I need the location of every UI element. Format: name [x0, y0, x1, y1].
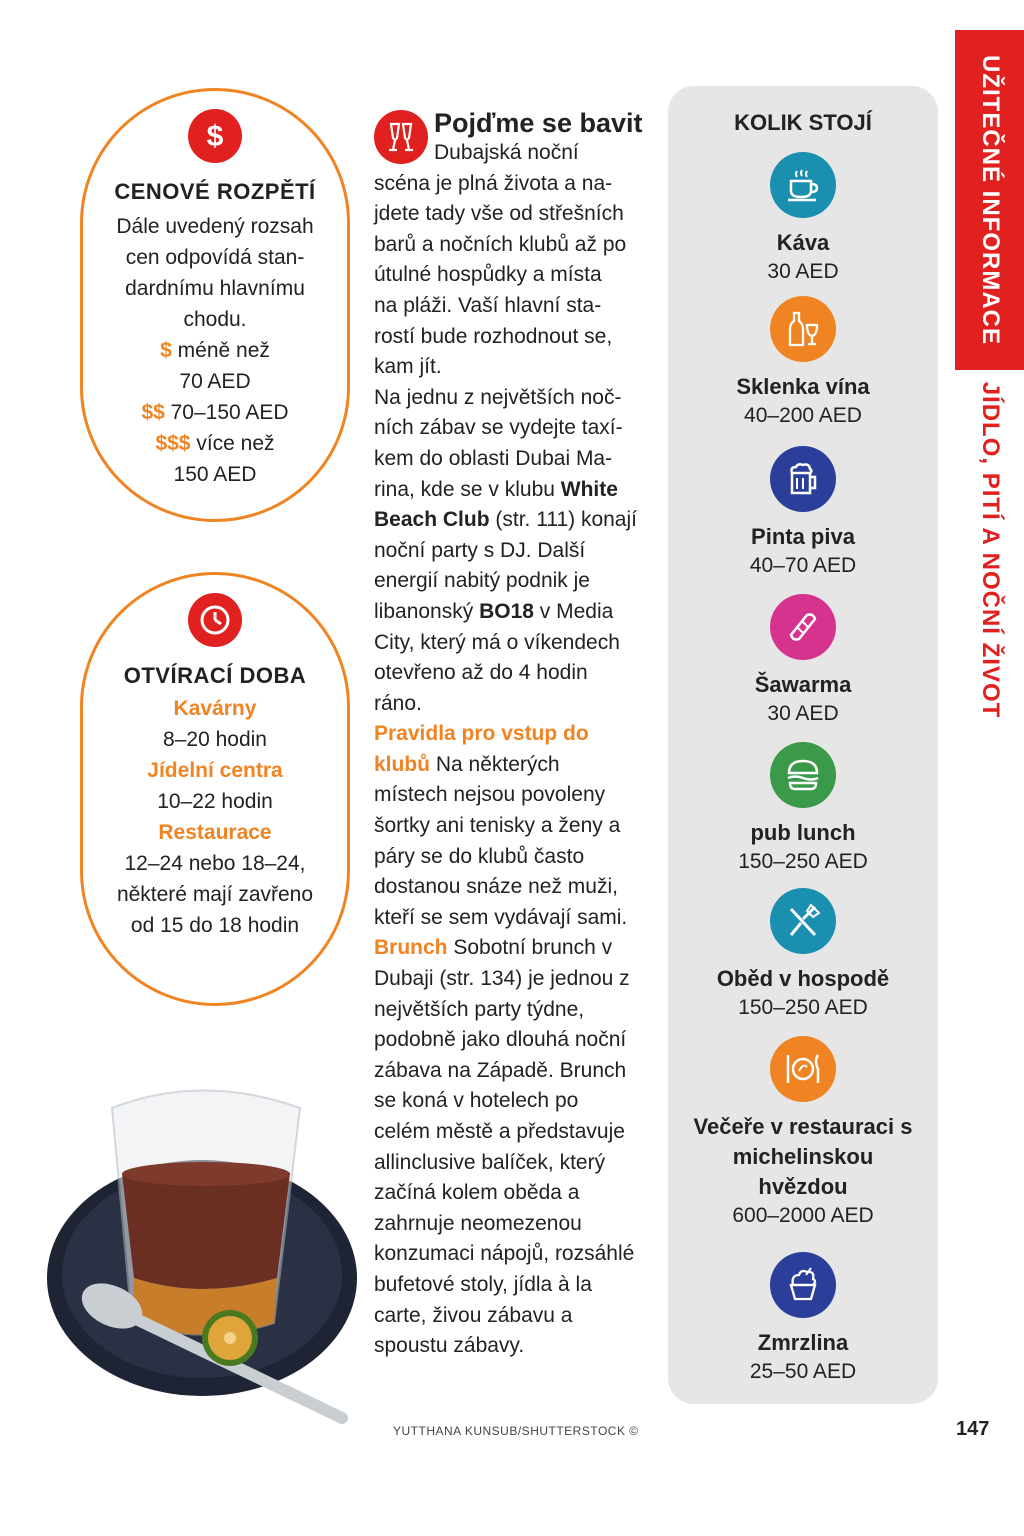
article-line: rina, kde se v klubu — [374, 477, 561, 501]
fork-knife-icon — [770, 888, 836, 954]
ice-cream-icon — [770, 1252, 836, 1318]
wrap-icon — [770, 594, 836, 660]
coffee-glass-photo — [42, 1078, 362, 1428]
cost-item — [668, 888, 938, 1022]
article-body — [374, 108, 644, 1362]
price-intro-line: chodu. — [183, 308, 247, 331]
svg-text:$: $ — [206, 120, 224, 153]
price-tier-text: 150 AED — [173, 463, 257, 486]
section-tab — [955, 30, 1024, 370]
price-intro-line: dardnímu hlavnímu — [125, 277, 305, 300]
hours-value: od 15 do 18 hodin — [130, 914, 300, 937]
cost-item — [668, 152, 938, 286]
article-line: libanonský — [374, 599, 480, 623]
paragraph-heading: Brunch — [374, 936, 448, 960]
cost-item — [668, 446, 938, 580]
dollar-icon — [188, 109, 242, 163]
photo-credit: YUTTHANA KUNSUB/SHUTTERSTOCK © — [393, 1424, 639, 1438]
article-line: barů a nočních klubů až po — [374, 232, 627, 256]
price-intro-line: cen odpovídá stan- — [125, 246, 305, 269]
chapter-tab-label: JÍDLO, PITÍ A NOČNÍ ŽIVOT — [976, 381, 1004, 719]
cost-item-name: Pinta piva — [751, 524, 855, 549]
cost-item-price: 40–200 AED — [744, 404, 862, 427]
article-line: Dubajská noční — [434, 141, 579, 164]
cost-item — [668, 1252, 938, 1386]
cost-item-price: 25–50 AED — [749, 1360, 857, 1383]
cost-item-price: 600–2000 AED — [732, 1204, 874, 1227]
article-line: na pláži. Vaší hlavní sta- — [374, 293, 602, 317]
price-intro-line: Dále uvedený rozsah — [116, 215, 314, 238]
price-tier-text: 70–150 AED — [164, 401, 289, 424]
cost-item-price: 30 AED — [767, 702, 839, 725]
article-line: Na jednu z největších noč- — [374, 385, 622, 409]
article-line: jdete tady vše od střešních — [374, 202, 624, 226]
chapter-tab — [955, 380, 1024, 720]
plate-icon — [770, 1036, 836, 1102]
clock-icon — [188, 593, 242, 647]
paragraph-text: Sobotní brunch v Dubaji (str. 134) je jednou z největších party týdne, podobně jako dlouhá noční zábava na Západě. Brunch se koná v hotelech po celém městě a představuje allinclusive balíček, který začíná kolem oběda a zahrnuje neomezenou konzumaci nápojů, rozsáhlé bufetové stoly, jídla à la carte, živou zábavu a spoustu zábavy. — [374, 936, 635, 1358]
cost-item-name: Večeře v restauraci s michelinskou hvězdou — [693, 1114, 913, 1199]
article-line: ních zábav se vydejte taxí- — [374, 416, 623, 440]
article-paragraph — [374, 719, 636, 933]
price-tier-text: méně než — [171, 339, 270, 362]
article-line: (str. 111) konají — [489, 508, 637, 532]
article-line: kam jít. — [374, 355, 442, 379]
cost-item-name: pub lunch — [750, 820, 856, 845]
article-line: v Media — [533, 599, 614, 623]
price-range-box — [80, 88, 350, 522]
article-line: kem do oblasti Dubai Ma- — [374, 446, 613, 470]
article-line: City, který má o víkendech — [374, 630, 620, 654]
cost-item-price: 150–250 AED — [738, 996, 868, 1019]
hours-label: Restaurace — [158, 821, 272, 844]
price-tier-text: více než — [190, 432, 275, 455]
price-tier-symbol: $ — [160, 339, 172, 362]
hours-label: Jídelní centra — [147, 759, 283, 782]
article-line: rostí bude rozhodnout se, — [374, 324, 613, 348]
cost-item-price: 40–70 AED — [749, 554, 857, 577]
opening-hours-box — [80, 572, 350, 1006]
hours-value: 8–20 hodin — [163, 728, 267, 751]
cost-item — [668, 594, 938, 728]
cost-item — [668, 742, 938, 876]
article-line: útulné hospůdky a místa — [374, 263, 602, 287]
cost-panel-title: KOLIK STOJÍ — [734, 110, 872, 135]
cost-item-name: Káva — [776, 230, 830, 255]
opening-hours-title: OTVÍRACÍ DOBA — [123, 663, 307, 688]
hours-value: 12–24 nebo 18–24, — [124, 852, 306, 875]
cost-item — [668, 1036, 938, 1230]
page-number: 147 — [956, 1418, 990, 1440]
beer-mug-icon — [770, 446, 836, 512]
cost-item — [668, 296, 938, 430]
price-tier-symbol: $$ — [141, 401, 165, 424]
article-line: energií nabitý podnik je — [374, 569, 590, 593]
article-line: scéna je plná života a na- — [374, 171, 613, 195]
article-paragraph — [374, 933, 636, 1361]
price-tier-text: 70 AED — [179, 370, 251, 393]
cost-item-name: Sklenka vína — [736, 374, 870, 399]
cost-item-price: 150–250 AED — [738, 850, 868, 873]
hours-value: 10–22 hodin — [157, 790, 273, 813]
article-paragraph — [374, 597, 644, 628]
burger-icon — [770, 742, 836, 808]
price-tier-symbol: $$$ — [155, 432, 191, 455]
cost-item-name: Oběd v hospodě — [716, 966, 890, 991]
venue-name: BO18 — [479, 599, 534, 623]
article-line: noční party s DJ. Další — [374, 538, 586, 562]
article-paragraph — [374, 475, 644, 536]
article-line: ráno. — [374, 691, 422, 715]
price-range-title: CENOVÉ ROZPĚTÍ — [114, 179, 316, 204]
coffee-cup-icon — [770, 152, 836, 218]
cost-item-name: Zmrzlina — [757, 1330, 849, 1355]
hours-value: některé mají zavřeno — [116, 883, 314, 906]
hours-label: Kavárny — [173, 697, 257, 720]
article-title: Pojďme se bavit — [434, 108, 643, 138]
cost-item-price: 30 AED — [767, 260, 839, 283]
venue-name: White Beach Club — [374, 477, 618, 532]
paragraph-heading: Pravidla pro vstup do klubů — [374, 722, 589, 776]
section-tab-label: UŽITEČNÉ INFORMACE — [976, 55, 1004, 345]
cost-item-name: Šawarma — [754, 672, 852, 697]
paragraph-text: Na některých místech nejsou povoleny šortky ani tenisky a ženy a páry se do klubů často dostanou snáze než muži, kteří se sem vydávají sami. — [374, 752, 628, 929]
article-line: otevřeno až do 4 hodin — [374, 661, 588, 685]
wine-icon — [770, 296, 836, 362]
